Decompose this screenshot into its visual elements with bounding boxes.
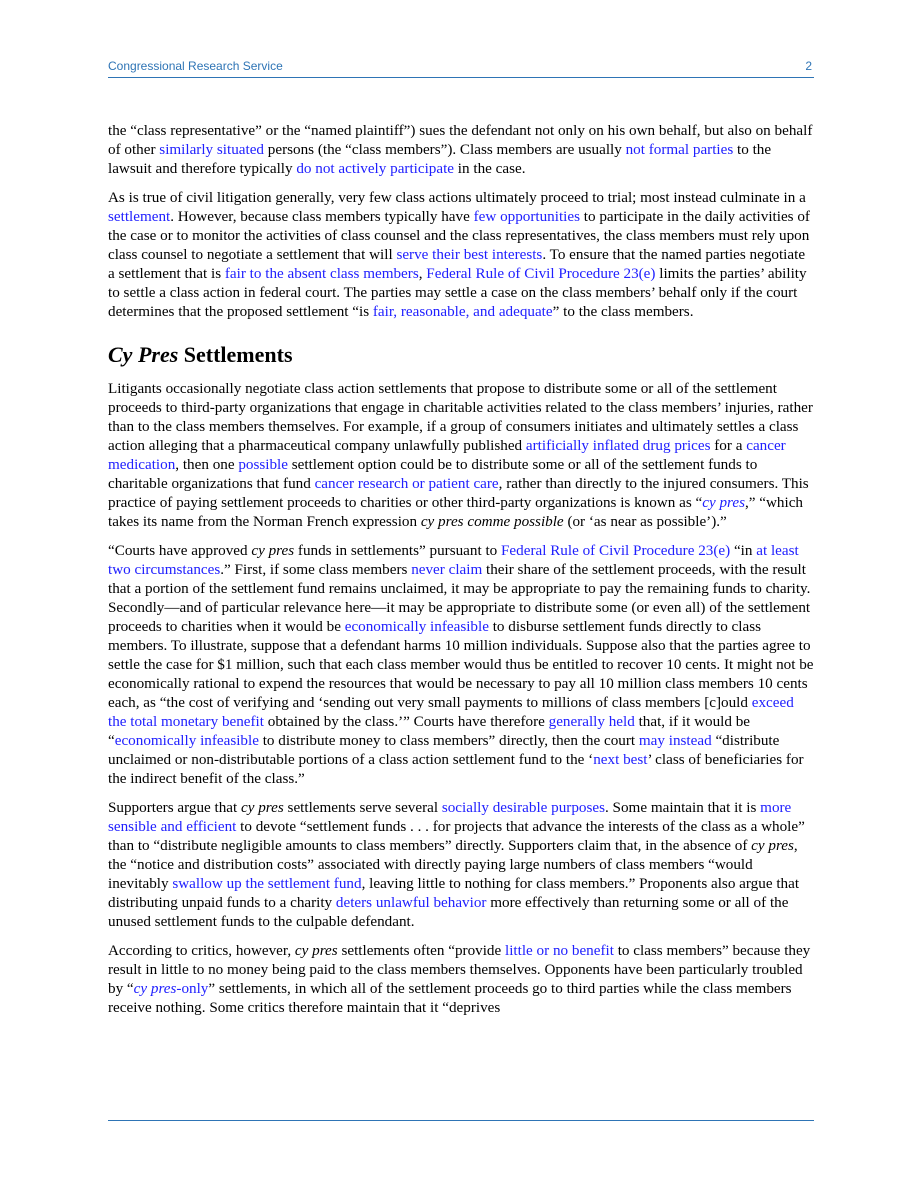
paragraph-4: “Courts have approved cy pres funds in settlements” pursuant to Federal Rule of Civil Procedure 23(e) “in at least two circumstances.” First, if some class members never claim their share of the settlement proceeds, with the result that a portion of the settlement fund remains unclaimed, it may be appropriate to pay the remaining funds to charity. Secondly—and of particular relevance here—it may be appropriate to distribute some (or even all) of the settlement proceeds to charities when it would be economically infeasible to disburse settlement funds directly to class members. To illustrate, suppose that a defendant harms 10 million individuals. Suppose also that the parties agree to settle the case for $1 million, such that each class member would thus be entitled to recover 10 cents. It might not be economically rational to expend the resources that would be necessary to pay all 10 million class members 10 cents each, as “the cost of verifying and ‘sending out very small payments to millions of class members [c]ould exceed the total monetary benefit obtained by the class.’” Courts have therefore generally held that, if it would be “economically infeasible to distribute money to class members” directly, then the court may instead “distribute unclaimed or non-distributable portions of a class action settlement fund to the ‘next best’ class of beneficiaries for the indirect benefit of the class.”	[108, 542, 814, 787]
link-next-best[interactable]: next best	[593, 751, 648, 768]
link-at-least-two-circumstances[interactable]: at least two circumstances	[108, 542, 799, 578]
link-economically-infeasible[interactable]: economically infeasible	[344, 618, 489, 635]
link-fair-reasonable-adequate[interactable]: fair, reasonable, and adequate	[372, 303, 553, 320]
link-do-not-actively-participate[interactable]: do not actively participate	[296, 160, 455, 177]
footer-rule	[108, 1120, 814, 1121]
link-not-formal-parties[interactable]: not formal parties	[625, 141, 734, 158]
link-frcp-23e[interactable]: Federal Rule of Civil Procedure 23(e)	[426, 265, 656, 282]
link-frcp-23e-2[interactable]: Federal Rule of Civil Procedure 23(e)	[501, 542, 731, 559]
link-similarly-situated[interactable]: similarly situated	[159, 141, 265, 158]
link-cy-pres-only[interactable]: cy pres-only	[133, 980, 209, 997]
page-header	[108, 57, 814, 78]
link-serve-their-best-interests[interactable]: serve their best interests	[396, 246, 543, 263]
link-generally-held[interactable]: generally held	[548, 713, 635, 730]
link-exceed-total-monetary-benefit[interactable]: exceed the total monetary benefit	[108, 694, 794, 730]
link-fair-to-absent-class-members[interactable]: fair to the absent class members	[224, 265, 419, 282]
link-never-claim[interactable]: never claim	[411, 561, 483, 578]
link-deters-unlawful-behavior[interactable]: deters unlawful behavior	[335, 894, 487, 911]
paragraph-1: the “class representative” or the “named plaintiff”) sues the defendant not only on his own behalf, but also on behalf of other similarly situated persons (the “class members”). Class members are usually not formal parties to the lawsuit and therefore typically do not actively participate in the case.	[108, 122, 813, 177]
document-body	[108, 121, 814, 1027]
link-little-or-no-benefit[interactable]: little or no benefit	[505, 942, 614, 959]
link-economically-infeasible-2[interactable]: economically infeasible	[114, 732, 259, 749]
paragraph-6: According to critics, however, cy pres settlements often “provide little or no benefit to class members” because they result in little to no money being paid to the class members themselves. Opponents have been particularly troubled by “cy pres-only” settlements, in which all of the settlement proceeds go to third parties while the class members receive nothing. Some critics therefore maintain that it “deprives	[108, 942, 811, 1016]
paragraph-5: Supporters argue that cy pres settlements serve several socially desirable purposes. Some maintain that it is more sensible and efficient to devote “settlement funds . . . for projects that advance the interests of the class as a whole” than to “distribute negligible amounts to class members” directly. Supporters claim that, in the absence of cy pres, the “notice and distribution costs” associated with directly paying large numbers of class members “would inevitably swallow up the settlement fund, leaving little to nothing for class members.” Proponents also argue that distributing unpaid funds to a charity deters unlawful behavior more effectively than returning some or all of the unused settlement funds to the culpable defendant.	[108, 799, 805, 930]
section-heading: Cy Pres Settlements	[108, 342, 293, 367]
link-cancer-research-or-patient-care[interactable]: cancer research or patient care	[314, 475, 499, 492]
link-may-instead[interactable]: may instead	[638, 732, 712, 749]
link-cancer-medication[interactable]: cancer medication	[108, 437, 786, 473]
link-artificially-inflated-drug-prices[interactable]: artificially inflated drug prices	[525, 437, 711, 454]
link-swallow-up-settlement-fund[interactable]: swallow up the settlement fund	[172, 875, 362, 892]
link-more-sensible-and-efficient[interactable]: more sensible and efficient	[108, 799, 792, 835]
link-settlement[interactable]: settlement	[108, 208, 171, 225]
link-socially-desirable-purposes[interactable]: socially desirable purposes	[441, 799, 605, 816]
link-few-opportunities[interactable]: few opportunities	[473, 208, 580, 225]
header-title: Congressional Research Service	[108, 59, 283, 73]
page-number: 2	[805, 59, 812, 73]
paragraph-2: As is true of civil litigation generally, very few class actions ultimately proceed to trial; most instead culminate in a settlement. However, because class members typically have few opportunities to participate in the daily activities of the case or to monitor the activities of class counsel and the class representatives, the class members must rely upon class counsel to negotiate a settlement that will serve their best interests. To ensure that the named parties negotiate a settlement that is fair to the absent class members, Federal Rule of Civil Procedure 23(e) limits the parties’ ability to settle a class action in federal court. The parties may settle a case on the class members’ behalf only if the court determines that the proposed settlement “is fair, reasonable, and adequate” to the class members.	[108, 189, 810, 320]
link-cy-pres[interactable]: cy pres	[702, 494, 745, 511]
link-possible[interactable]: possible	[238, 456, 288, 473]
paragraph-3: Litigants occasionally negotiate class action settlements that propose to distribute some or all of the settlement proceeds to third-party organizations that engage in charitable activities related to the class members’ injuries, rather than to the class members themselves. For example, if a group of consumers initiates and ultimately settles a class action alleging that a pharmaceutical company unlawfully published artificially inflated drug prices for a cancer medication, then one possible settlement option could be to distribute some or all of the settlement funds to charitable organizations that fund cancer research or patient care, rather than directly to the injured consumers. This practice of paying settlement proceeds to charities or other third-party organizations is known as “cy pres,” “which takes its name from the Norman French expression cy pres comme possible (or ‘as near as possible’).”	[108, 380, 813, 530]
